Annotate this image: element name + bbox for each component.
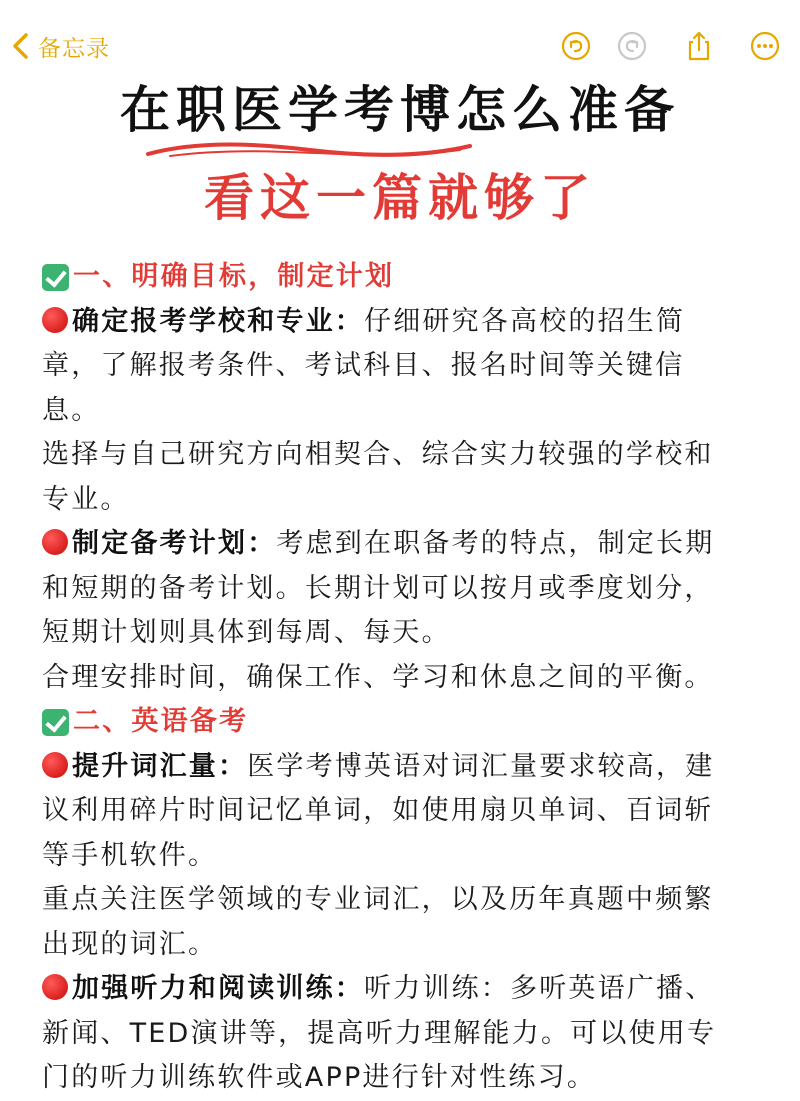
undo-icon (560, 30, 592, 62)
item-first-line (42, 745, 754, 790)
note-body[interactable] (42, 255, 754, 1101)
red-dot-icon (42, 529, 68, 555)
red-dot-icon (42, 307, 68, 333)
item-label: 制定备考计划： (72, 528, 277, 559)
item-label: 加强听力和阅读训练： (72, 973, 364, 1004)
share-button[interactable] (683, 30, 715, 62)
body-line: 重点关注医学领域的专业词汇，以及历年真题中频繁 (42, 884, 714, 915)
share-icon (683, 30, 715, 62)
item-first-line (42, 967, 754, 1012)
body-line: 和短期的备考计划。长期计划可以按月或季度划分， (42, 572, 714, 604)
body-line: 息。 (42, 394, 101, 426)
item-label: 确定报考学校和专业： (72, 305, 364, 337)
check-icon (42, 264, 69, 291)
more-button[interactable] (749, 30, 781, 62)
body-line: 专业。 (42, 483, 130, 515)
item-text: 医学考博英语对词汇量要求较高，建 (247, 750, 715, 782)
title-subtitle: 看这一篇就够了 (204, 169, 596, 227)
back-label: 备忘录 (38, 35, 110, 62)
section-heading-text: 一、明确目标，制定计划 (73, 261, 395, 292)
section-heading (42, 700, 754, 745)
redo-icon (616, 30, 648, 62)
body-line: 新闻、TED演讲等，提高听力理解能力。可以使用专 (42, 1017, 717, 1049)
item-text: 仔细研究各高校的招生简 (364, 305, 686, 337)
body-line: 短期计划则具体到每周、每天。 (42, 617, 451, 648)
item-first-line (42, 522, 754, 567)
item-first-line (42, 300, 754, 345)
item-label: 提升词汇量： (72, 750, 248, 782)
body-line: 出现的词汇。 (42, 928, 218, 960)
squiggle-decoration (140, 138, 480, 166)
body-line: 等手机软件。 (42, 839, 218, 871)
item-text: 考虑到在职备考的特点，制定长期 (276, 528, 715, 559)
undo-button[interactable] (560, 30, 592, 62)
back-button[interactable] (10, 26, 110, 66)
body-line: 合理安排时间，确保工作、学习和休息之间的平衡。 (42, 661, 714, 693)
check-icon (42, 709, 69, 736)
section-heading-text: 二、英语备考 (73, 706, 249, 737)
redo-button[interactable] (616, 30, 648, 62)
item-text: 听力训练：多听英语广播、 (364, 973, 715, 1004)
body-line: 门的听力训练软件或APP进行针对性练习。 (42, 1062, 597, 1093)
red-dot-icon (42, 752, 68, 778)
body-line: 章，了解报考条件、考试科目、报名时间等关键信 (42, 350, 685, 381)
title-main: 在职医学考博怎么准备 (120, 81, 680, 139)
body-line: 议利用碎片时间记忆单词，如使用扇贝单词、百词斩 (42, 795, 714, 826)
red-dot-icon (42, 974, 68, 1000)
chevron-left-icon (10, 31, 32, 61)
more-icon (749, 30, 781, 62)
section-heading (42, 255, 754, 300)
body-line: 选择与自己研究方向相契合、综合实力较强的学校和 (42, 439, 714, 470)
